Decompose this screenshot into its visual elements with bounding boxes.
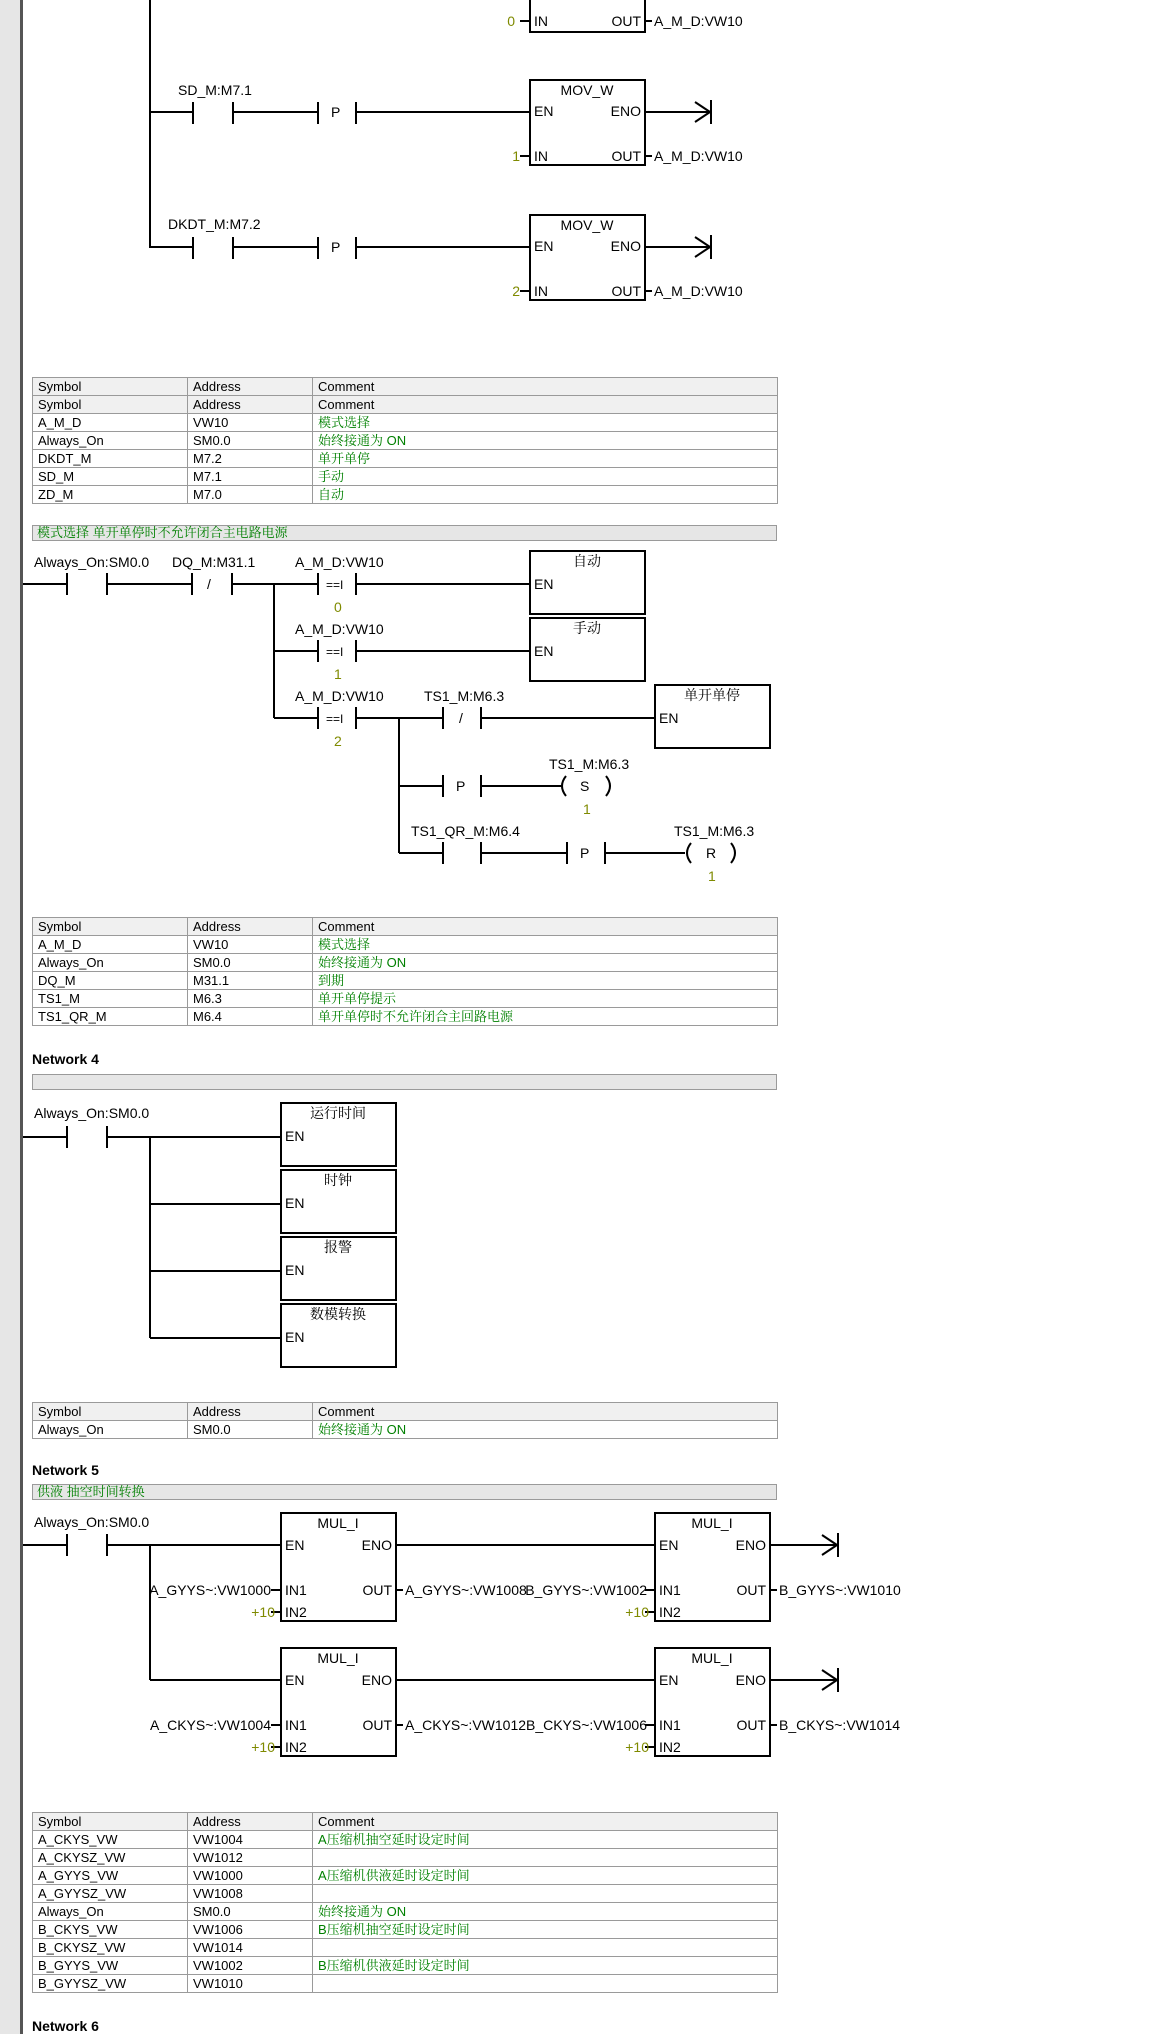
table-row[interactable] bbox=[33, 990, 778, 1008]
network5-ladder[interactable] bbox=[23, 1513, 901, 1756]
ladder-label: IN1 bbox=[659, 1582, 681, 1598]
ladder-label: EN bbox=[534, 238, 554, 254]
table-cell: Symbol bbox=[33, 1403, 188, 1421]
table-cell: VW10 bbox=[188, 936, 313, 954]
ladder-label: P bbox=[456, 778, 466, 794]
table-cell: Always_On bbox=[33, 1903, 188, 1921]
contact-dq-m-label: DQ_M:M31.1 bbox=[172, 554, 256, 570]
table-cell bbox=[313, 1885, 778, 1903]
table-cell: A_CKYS_VW bbox=[33, 1831, 188, 1849]
ladder-label: +10 bbox=[625, 1604, 649, 1620]
table-cell: 模式选择 bbox=[313, 414, 778, 432]
ladder-label: ENO bbox=[735, 1537, 766, 1553]
table-cell: Comment bbox=[313, 378, 778, 396]
table-cell: M7.2 bbox=[188, 450, 313, 468]
network6-title[interactable]: Network 6 bbox=[32, 2018, 99, 2034]
box-single-start-stop: 单开单停 bbox=[684, 687, 740, 703]
ladder-label: B_GYYS~:VW1010 bbox=[779, 1582, 901, 1598]
ladder-label: EN bbox=[534, 643, 554, 659]
ladder-label: IN2 bbox=[285, 1739, 307, 1755]
ladder-label: EN bbox=[285, 1672, 305, 1688]
table-cell: Always_On bbox=[33, 432, 188, 450]
table-cell: Address bbox=[188, 918, 313, 936]
ladder-label: A_CKYS~:VW1004 bbox=[149, 1717, 271, 1733]
table-cell: VW1014 bbox=[188, 1939, 313, 1957]
ladder-label: P bbox=[331, 239, 341, 255]
table-cell: M6.4 bbox=[188, 1008, 313, 1026]
table-cell bbox=[313, 1939, 778, 1957]
ladder-label: OUT bbox=[611, 148, 641, 164]
ladder-label: ENO bbox=[610, 238, 641, 254]
ladder-label: / bbox=[207, 576, 211, 592]
symbol-table-network5 bbox=[32, 1812, 778, 1993]
pulse-p: P bbox=[331, 104, 341, 120]
box-da-conversion: 数模转换 bbox=[310, 1306, 366, 1322]
ladder-label: EN bbox=[534, 103, 554, 119]
table-cell: Comment bbox=[313, 918, 778, 936]
symbol-table-network2 bbox=[32, 377, 778, 504]
ladder-label: IN2 bbox=[659, 1604, 681, 1620]
symbol-table-network3 bbox=[32, 917, 778, 1026]
table-cell: Address bbox=[188, 378, 313, 396]
table-cell: Symbol bbox=[33, 1813, 188, 1831]
table-cell: A_GYYS_VW bbox=[33, 1867, 188, 1885]
network5-title[interactable]: Network 5 bbox=[32, 1462, 99, 1478]
table-row[interactable] bbox=[33, 972, 778, 990]
ladder-label: ENO bbox=[361, 1537, 392, 1553]
network4-ladder[interactable] bbox=[23, 1103, 396, 1367]
table-row[interactable] bbox=[33, 486, 778, 504]
table-cell: TS1_QR_M bbox=[33, 1008, 188, 1026]
table-cell: 始终接通为 ON bbox=[313, 1903, 778, 1921]
table-cell: A_CKYSZ_VW bbox=[33, 1849, 188, 1867]
table-row[interactable] bbox=[33, 1939, 778, 1957]
ladder-label: / bbox=[459, 710, 463, 726]
table-row[interactable] bbox=[33, 1008, 778, 1026]
ladder-label: A_M_D:VW10 bbox=[295, 621, 384, 637]
box-run-time: 运行时间 bbox=[310, 1105, 366, 1121]
table-cell: SM0.0 bbox=[188, 432, 313, 450]
table-cell: SM0.0 bbox=[188, 1421, 313, 1439]
table-row[interactable] bbox=[33, 936, 778, 954]
ladder-label: 2 bbox=[512, 283, 520, 299]
table-cell: 到期 bbox=[313, 972, 778, 990]
ladder-label: TS1_M:M6.3 bbox=[549, 756, 630, 772]
symbol-table-network4 bbox=[32, 1402, 778, 1439]
rung-sd-m[interactable] bbox=[150, 80, 743, 165]
ladder-label: A_M_D:VW10 bbox=[654, 148, 743, 164]
table-row[interactable] bbox=[33, 1849, 778, 1867]
mov-top-in-value: 0 bbox=[507, 13, 515, 29]
ladder-label: A_M_D:VW10 bbox=[654, 283, 743, 299]
ladder-label: EN bbox=[534, 576, 554, 592]
mov-w-box-title: MOV_W bbox=[560, 82, 614, 98]
ladder-label: Always_On:SM0.0 bbox=[34, 1514, 150, 1530]
ladder-label: ==I bbox=[326, 712, 344, 726]
table-cell: DKDT_M bbox=[33, 450, 188, 468]
ladder-label: ENO bbox=[735, 1672, 766, 1688]
table-cell: 手动 bbox=[313, 468, 778, 486]
ladder-label: 1 bbox=[583, 801, 591, 817]
ladder-label: A_M_D:VW10 bbox=[295, 688, 384, 704]
table-row[interactable] bbox=[33, 1975, 778, 1993]
ladder-label: TS1_M:M6.3 bbox=[674, 823, 755, 839]
ladder-label: IN1 bbox=[285, 1582, 307, 1598]
table-cell: M7.1 bbox=[188, 468, 313, 486]
ladder-label: Always_On:SM0.0 bbox=[34, 1105, 150, 1121]
ladder-label: 0 bbox=[334, 599, 342, 615]
box-auto: 自动 bbox=[573, 553, 601, 569]
contact-ts1-qr-label: TS1_QR_M:M6.4 bbox=[411, 823, 520, 839]
network3-ladder[interactable] bbox=[23, 551, 770, 884]
ladder-label: ==I bbox=[326, 645, 344, 659]
ladder-label: EN bbox=[285, 1329, 305, 1345]
network4-title[interactable]: Network 4 bbox=[32, 1051, 99, 1067]
table-cell: B_GYYS_VW bbox=[33, 1957, 188, 1975]
table-cell: SM0.0 bbox=[188, 954, 313, 972]
ladder-label: EN bbox=[659, 1537, 679, 1553]
table-cell: VW1010 bbox=[188, 1975, 313, 1993]
ladder-label: 1 bbox=[334, 666, 342, 682]
network5-comment[interactable]: 供液 抽空时间转换 bbox=[32, 1484, 777, 1500]
table-row[interactable] bbox=[33, 450, 778, 468]
table-cell bbox=[313, 1849, 778, 1867]
network2-ladder[interactable] bbox=[150, 0, 743, 300]
ladder-label: OUT bbox=[611, 283, 641, 299]
table-row[interactable] bbox=[33, 1903, 778, 1921]
table-cell: VW1006 bbox=[188, 1921, 313, 1939]
ladder-label: OUT bbox=[736, 1717, 766, 1733]
ladder-label: 1 bbox=[708, 868, 716, 884]
ladder-label: A_CKYS~:VW1012 bbox=[405, 1717, 527, 1733]
table-cell: Comment bbox=[313, 396, 778, 414]
table-row[interactable] bbox=[33, 1885, 778, 1903]
table-cell: M31.1 bbox=[188, 972, 313, 990]
ladder-label: P bbox=[580, 845, 590, 861]
ladder-label: MOV_W bbox=[560, 217, 614, 233]
coil-reset: R bbox=[706, 845, 717, 861]
ladder-label: EN bbox=[285, 1262, 305, 1278]
rung-dkdt-m[interactable] bbox=[150, 215, 743, 300]
table-row[interactable] bbox=[33, 468, 778, 486]
table-row[interactable] bbox=[33, 396, 778, 414]
table-cell: B压缩机供液延时设定时间 bbox=[313, 1957, 778, 1975]
box-manual: 手动 bbox=[573, 620, 601, 636]
table-cell: A_GYYSZ_VW bbox=[33, 1885, 188, 1903]
table-row[interactable] bbox=[33, 954, 778, 972]
table-cell: Comment bbox=[313, 1813, 778, 1831]
table-cell: SD_M bbox=[33, 468, 188, 486]
ladder-label: IN bbox=[534, 283, 548, 299]
table-cell: 单开单停 bbox=[313, 450, 778, 468]
table-cell: M6.3 bbox=[188, 990, 313, 1008]
contact-dkdt-m-label: DKDT_M:M7.2 bbox=[168, 216, 261, 232]
ladder-label: +10 bbox=[251, 1739, 275, 1755]
table-row[interactable] bbox=[33, 1831, 778, 1849]
ladder-label: +10 bbox=[251, 1604, 275, 1620]
ladder-label: B_GYYS~:VW1002 bbox=[525, 1582, 647, 1598]
table-cell: Address bbox=[188, 1813, 313, 1831]
ladder-label: MUL_I bbox=[317, 1650, 359, 1666]
ladder-label: B_CKYS~:VW1014 bbox=[779, 1717, 901, 1733]
table-cell bbox=[313, 1975, 778, 1993]
ladder-label: MUL_I bbox=[691, 1515, 733, 1531]
table-cell: Symbol bbox=[33, 918, 188, 936]
table-row[interactable] bbox=[33, 1957, 778, 1975]
table-cell: Address bbox=[188, 396, 313, 414]
table-cell: VW1008 bbox=[188, 1885, 313, 1903]
ladder-label: IN bbox=[534, 148, 548, 164]
table-cell: 始终接通为 ON bbox=[313, 1421, 778, 1439]
ladder-label: EN bbox=[285, 1537, 305, 1553]
table-cell: B_GYYSZ_VW bbox=[33, 1975, 188, 1993]
ladder-label: A_GYYS~:VW1000 bbox=[149, 1582, 271, 1598]
ladder-label: 2 bbox=[334, 733, 342, 749]
table-cell: A压缩机供液延时设定时间 bbox=[313, 1867, 778, 1885]
box-clock: 时钟 bbox=[324, 1172, 352, 1188]
table-cell: 模式选择 bbox=[313, 936, 778, 954]
table-cell: VW10 bbox=[188, 414, 313, 432]
ladder-label: OUT bbox=[736, 1582, 766, 1598]
table-cell: 自动 bbox=[313, 486, 778, 504]
table-cell: SM0.0 bbox=[188, 1903, 313, 1921]
ladder-label: EN bbox=[285, 1195, 305, 1211]
table-cell: B_CKYS_VW bbox=[33, 1921, 188, 1939]
ladder-label: MUL_I bbox=[317, 1515, 359, 1531]
ladder-label: IN2 bbox=[285, 1604, 307, 1620]
table-cell: Symbol bbox=[33, 396, 188, 414]
ladder-label: EN bbox=[659, 1672, 679, 1688]
table-row[interactable] bbox=[33, 1921, 778, 1939]
ladder-label: ENO bbox=[610, 103, 641, 119]
table-cell: TS1_M bbox=[33, 990, 188, 1008]
table-cell: M7.0 bbox=[188, 486, 313, 504]
table-cell: B压缩机抽空延时设定时间 bbox=[313, 1921, 778, 1939]
table-cell: VW1000 bbox=[188, 1867, 313, 1885]
table-row[interactable] bbox=[33, 414, 778, 432]
mov-top-in-pin: IN bbox=[534, 13, 548, 29]
box-alarm: 报警 bbox=[324, 1239, 352, 1255]
ladder-label: A_GYYS~:VW1008 bbox=[405, 1582, 527, 1598]
table-cell: VW1012 bbox=[188, 1849, 313, 1867]
ladder-label: IN1 bbox=[659, 1717, 681, 1733]
table-cell: Symbol bbox=[33, 378, 188, 396]
table-cell: 始终接通为 ON bbox=[313, 954, 778, 972]
contact-ts1-label: TS1_M:M6.3 bbox=[424, 688, 505, 704]
ladder-label: MUL_I bbox=[691, 1650, 733, 1666]
table-row[interactable] bbox=[33, 1421, 778, 1439]
table-cell: A_M_D bbox=[33, 414, 188, 432]
table-cell: Address bbox=[188, 1403, 313, 1421]
table-cell: VW1004 bbox=[188, 1831, 313, 1849]
table-cell: DQ_M bbox=[33, 972, 188, 990]
table-cell: ZD_M bbox=[33, 486, 188, 504]
contact-sd-m-label: SD_M:M7.1 bbox=[178, 82, 252, 98]
ladder-label: EN bbox=[285, 1128, 305, 1144]
ladder-label: OUT bbox=[362, 1582, 392, 1598]
network4-comment[interactable] bbox=[32, 1074, 777, 1090]
ladder-label: A_M_D:VW10 bbox=[295, 554, 384, 570]
table-cell: Always_On bbox=[33, 1421, 188, 1439]
network3-comment[interactable]: 模式选择 单开单停时不允许闭合主电路电源 bbox=[32, 525, 777, 541]
table-cell: Always_On bbox=[33, 954, 188, 972]
ladder-label: ENO bbox=[361, 1672, 392, 1688]
table-cell: 单开单停时不允许闭合主回路电源 bbox=[313, 1008, 778, 1026]
table-cell: 单开单停提示 bbox=[313, 990, 778, 1008]
table-row[interactable] bbox=[33, 1867, 778, 1885]
ladder-label: IN2 bbox=[659, 1739, 681, 1755]
table-cell: VW1002 bbox=[188, 1957, 313, 1975]
ladder-label: 1 bbox=[512, 148, 520, 164]
mov-top-out-value: A_M_D:VW10 bbox=[654, 13, 743, 29]
mov-top-out-pin: OUT bbox=[611, 13, 641, 29]
coil-set: S bbox=[580, 778, 590, 794]
ladder-label: IN1 bbox=[285, 1717, 307, 1733]
table-cell: A压缩机抽空延时设定时间 bbox=[313, 1831, 778, 1849]
ladder-label: OUT bbox=[362, 1717, 392, 1733]
ladder-label: ==I bbox=[326, 578, 344, 592]
table-cell: Comment bbox=[313, 1403, 778, 1421]
ladder-label: EN bbox=[659, 710, 679, 726]
table-cell: B_CKYSZ_VW bbox=[33, 1939, 188, 1957]
table-cell: 始终接通为 ON bbox=[313, 432, 778, 450]
table-cell: A_M_D bbox=[33, 936, 188, 954]
ladder-label: +10 bbox=[625, 1739, 649, 1755]
contact-always-on-label: Always_On:SM0.0 bbox=[34, 554, 150, 570]
table-row[interactable] bbox=[33, 432, 778, 450]
ladder-label: B_CKYS~:VW1006 bbox=[525, 1717, 647, 1733]
